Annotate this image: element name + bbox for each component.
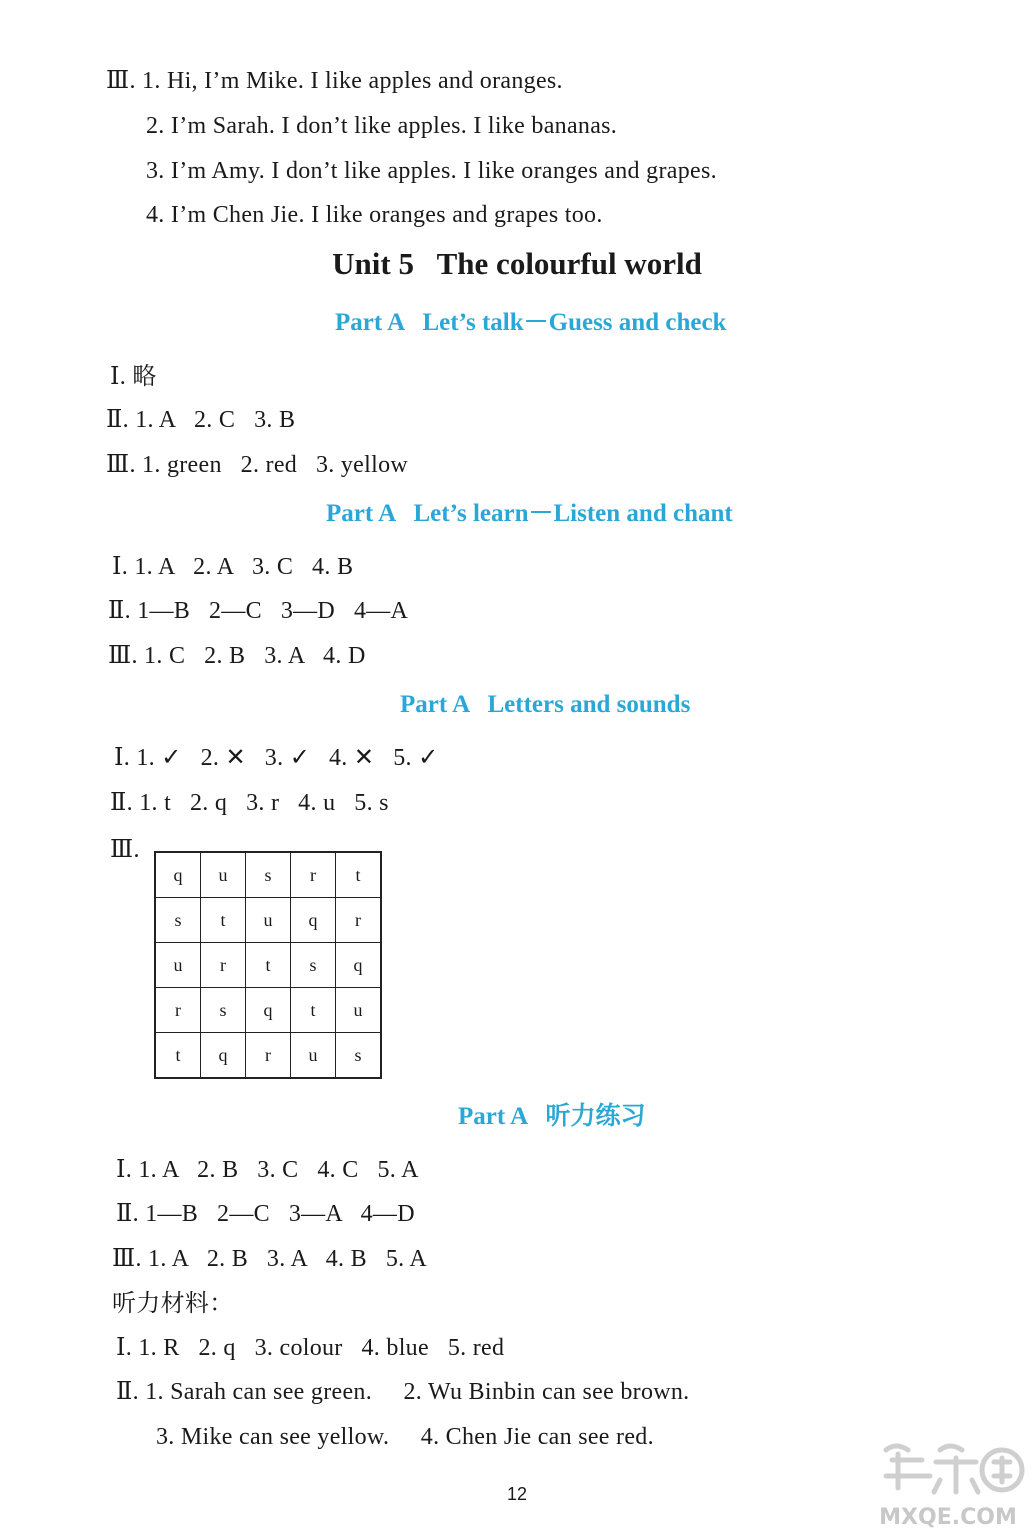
section-heading-letters-and-sounds: Part A Letters and sounds (400, 691, 691, 718)
grid-cell: q (155, 852, 201, 898)
grid-cell: r (336, 898, 382, 943)
grid-cell: r (291, 852, 336, 898)
materials-ii-line-1: Ⅱ. 1. Sarah can see green. 2. Wu Binbin can see brown. (116, 1379, 690, 1405)
grid-row (155, 852, 381, 898)
answer-iii: Ⅲ. 1. C 2. B 3. A 4. D (108, 643, 366, 669)
grid-cell: u (246, 898, 291, 943)
listening-materials-label: 听力材料： (112, 1291, 234, 1317)
grid-cell: t (336, 852, 382, 898)
prev-answer-line-1: Ⅲ. 1. Hi, I’m Mike. I like apples and oranges. (106, 68, 563, 94)
grid-cell: s (201, 988, 246, 1033)
answer-i: Ⅰ. 略 (110, 364, 157, 390)
grid-cell: t (155, 1033, 201, 1079)
grid-cell: u (155, 943, 201, 988)
prev-answer-line-2: 2. I’m Sarah. I don’t like apples. I like bananas. (146, 113, 618, 139)
grid-cell: t (201, 898, 246, 943)
grid-cell: s (291, 943, 336, 988)
prev-answer-line-4: 4. I’m Chen Jie. I like oranges and grapes too. (146, 202, 603, 228)
grid-cell: q (291, 898, 336, 943)
grid-cell: u (336, 988, 382, 1033)
grid-cell: s (336, 1033, 382, 1079)
section-heading-lets-learn: Part A Let’s learn－Listen and chant (326, 500, 733, 527)
answer-i: Ⅰ. 1. A 2. B 3. C 4. C 5. A (116, 1157, 419, 1183)
materials-i: Ⅰ. 1. R 2. q 3. colour 4. blue 5. red (116, 1335, 505, 1361)
answer-iii: Ⅲ. 1. A 2. B 3. A 4. B 5. A (112, 1246, 428, 1272)
answer-iii-label: Ⅲ. (110, 837, 140, 863)
watermark-logo (868, 1436, 1028, 1532)
grid-cell: u (201, 852, 246, 898)
grid-cell: u (291, 1033, 336, 1079)
grid-cell: r (201, 943, 246, 988)
unit-title: Unit 5 The colourful world (332, 246, 702, 281)
page-number: 12 (506, 1484, 528, 1504)
answer-i: Ⅰ. 1. ✓ 2. ✕ 3. ✓ 4. ✕ 5. ✓ (114, 745, 439, 771)
answer-ii: Ⅱ. 1—B 2—C 3—A 4—D (116, 1201, 415, 1227)
grid-cell: r (155, 988, 201, 1033)
section-heading-lets-talk: Part A Let’s talk－Guess and check (335, 309, 727, 336)
grid-cell: q (246, 988, 291, 1033)
grid-cell: q (201, 1033, 246, 1079)
grid-cell: r (246, 1033, 291, 1079)
grid-cell: t (246, 943, 291, 988)
grid-row (155, 988, 381, 1033)
grid-cell: s (155, 898, 201, 943)
grid-row (155, 898, 381, 943)
answer-ii: Ⅱ. 1. A 2. C 3. B (106, 407, 296, 433)
grid-cell: t (291, 988, 336, 1033)
answer-ii: Ⅱ. 1—B 2—C 3—D 4—A (108, 598, 409, 624)
letter-grid (154, 851, 382, 1079)
grid-cell: q (336, 943, 382, 988)
materials-ii-line-2: 3. Mike can see yellow. 4. Chen Jie can see red. (156, 1424, 654, 1450)
answer-iii: Ⅲ. 1. green 2. red 3. yellow (106, 452, 409, 478)
grid-cell: s (246, 852, 291, 898)
grid-row (155, 943, 381, 988)
answer-ii: Ⅱ. 1. t 2. q 3. r 4. u 5. s (110, 790, 389, 816)
watermark-text: MXQE.COM (879, 1505, 1017, 1530)
prev-answer-line-3: 3. I’m Amy. I don’t like apples. I like oranges and grapes. (146, 158, 717, 184)
section-heading-listening-practice: Part A 听力练习 (458, 1103, 646, 1130)
grid-row (155, 1033, 381, 1079)
answer-i: Ⅰ. 1. A 2. A 3. C 4. B (112, 554, 354, 580)
